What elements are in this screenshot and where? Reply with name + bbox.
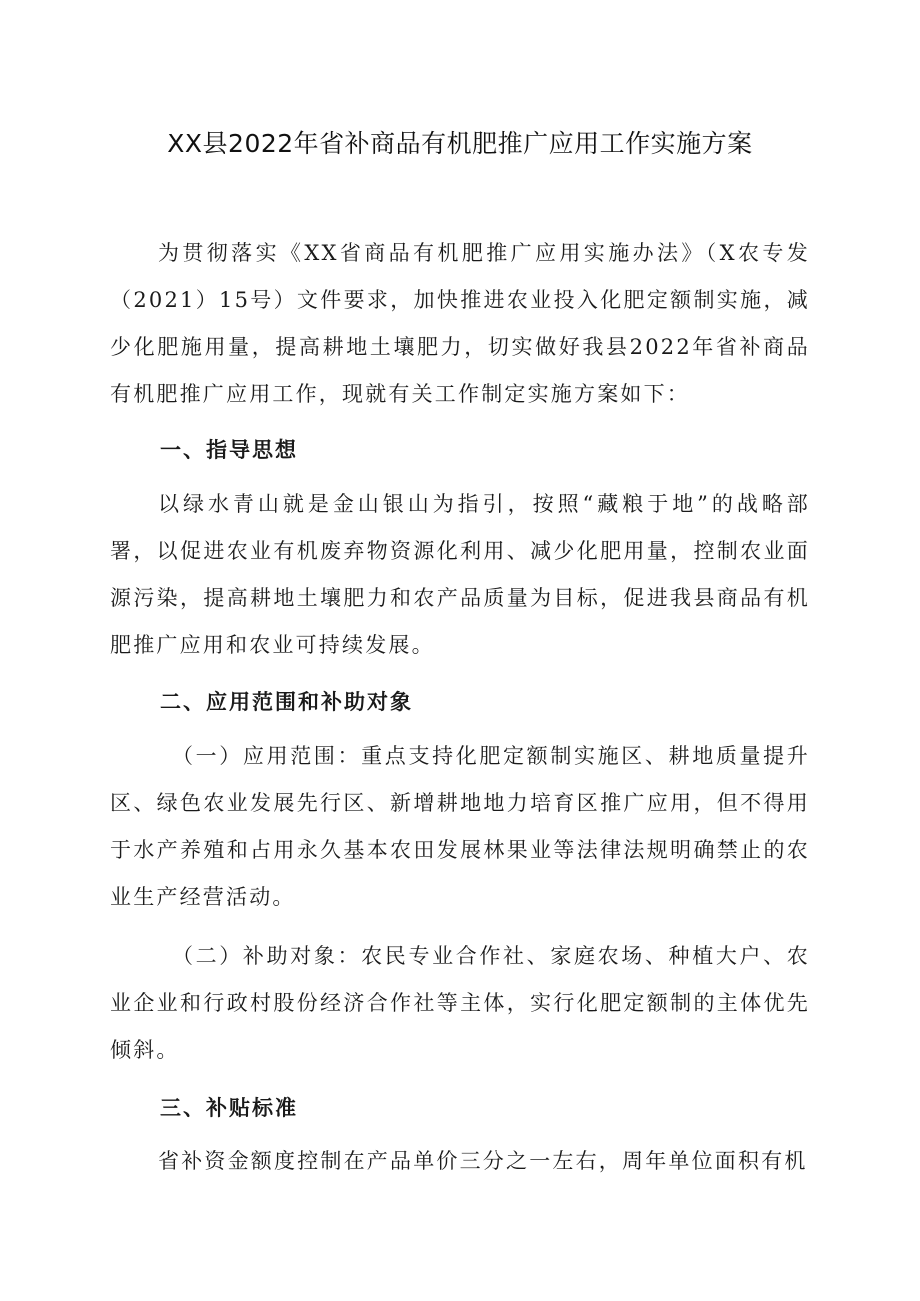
section-2-paragraph-1: （一）应用范围：重点支持化肥定额制实施区、耕地质量提升区、绿色农业发展先行区、新增耕地地力培育区推广应用，但不得用于水产养殖和占用永久基本农田发展林果业等法律法规明确禁止的农业生产经营活动。 [110, 744, 810, 909]
document-title: XX县2022年省补商品有机肥推广应用工作实施方案 [167, 129, 753, 158]
section-2-paragraph-2: （二）补助对象：农民专业合作社、家庭农场、种植大户、农业企业和行政村股份经济合作社等主体，实行化肥定额制的主体优先倾斜。 [110, 944, 810, 1062]
section-3-paragraph: 省补资金额度控制在产品单价三分之一左右，周年单位面积有机 [158, 1149, 808, 1173]
section-1-paragraph: 以绿水青山就是金山银山为指引，按照“藏粮于地”的战略部署，以促进农业有机废弃物资源化利用、减少化肥用量，控制农业面源污染，提高耕地土壤肥力和农产品质量为目标，促进我县商品有机肥推广应用和农业可持续发展。 [110, 492, 810, 657]
section-3-heading: 三、补贴标准 [160, 1096, 298, 1120]
intro-paragraph: 为贯彻落实《XX省商品有机肥推广应用实施办法》（X农专发（2021）15号）文件要求，加快推进农业投入化肥定额制实施，减少化肥施用量，提高耕地土壤肥力，切实做好我县2022年省补商品有机肥推广应用工作，现就有关工作制定实施方案如下： [110, 241, 810, 406]
section-2-heading: 二、应用范围和补助对象 [160, 690, 413, 714]
section-1-heading: 一、指导思想 [160, 438, 298, 462]
